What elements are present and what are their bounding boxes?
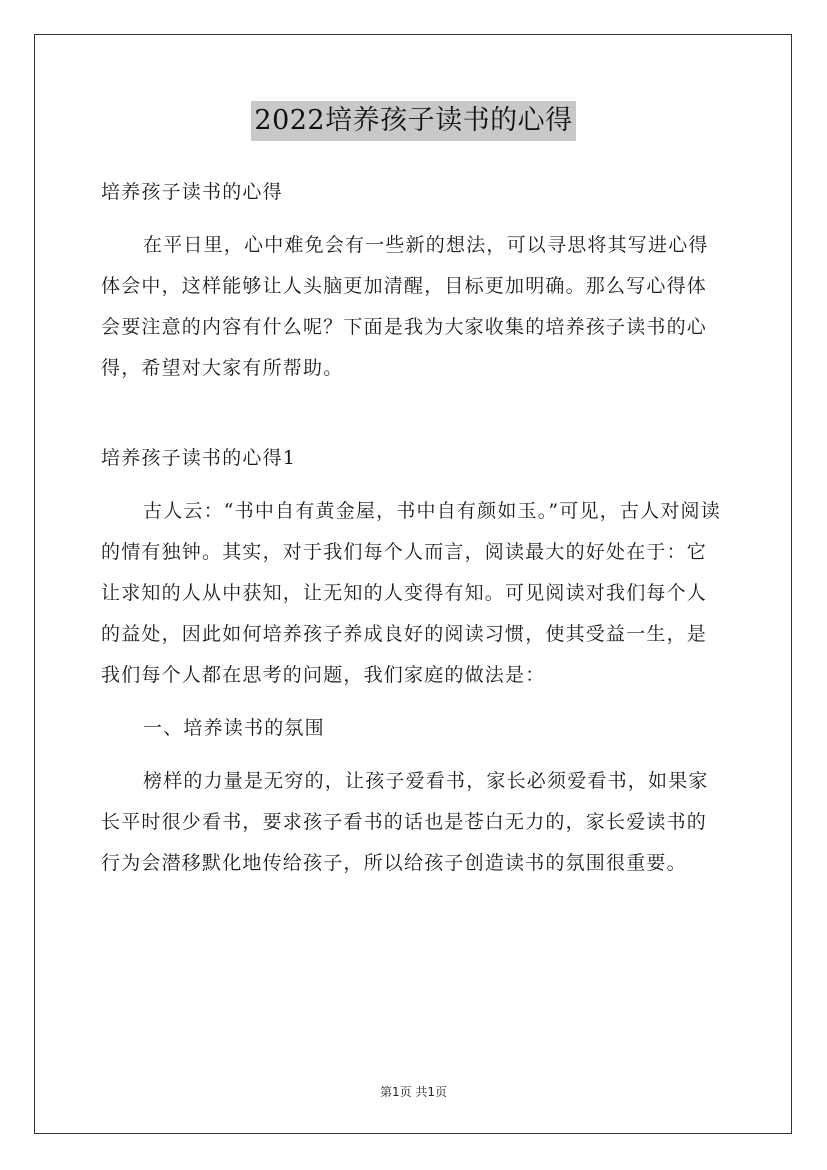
sub-heading: 一、培养读书的氛围 (143, 717, 325, 739)
document-body (101, 172, 727, 896)
document-title: 2022培养孩子读书的心得 (251, 101, 575, 141)
section-paragraph-2: 榜样的力量是无穷的，让孩子爱看书，家长必须爱看书，如果家长平时很少看书，要求孩子看书的话也是苍白无力的，家长爱读书的行为会潜移默化地传给孩子，所以给孩子创造读书的氛围很重要。 (101, 770, 709, 874)
intro-paragraph: 在平日里，心中难免会有一些新的想法，可以寻思将其写进心得体会中，这样能够让人头脑更加清醒，目标更加明确。那么写心得体会要注意的内容有什么呢？下面是我为大家收集的培养孩子读书的心得，希望对大家有所帮助。 (101, 234, 709, 379)
section-heading: 培养孩子读书的心得1 (101, 447, 297, 469)
section-paragraph-1: 古人云：“书中自有黄金屋，书中自有颜如玉。”可见，古人对阅读的情有独钟。其实，对于我们每个人而言，阅读最大的好处在于：它让求知的人从中获知，让无知的人变得有知。可见阅读对我们每个人的益处，因此如何培养孩子养成良好的阅读习惯，使其受益一生，是我们每个人都在思考的问题，我们家庭的做法是： (101, 500, 721, 686)
document-subtitle: 培养孩子读书的心得 (101, 181, 283, 203)
title-container (0, 101, 827, 141)
page-footer: 第1页 共1页 (379, 1085, 448, 1099)
